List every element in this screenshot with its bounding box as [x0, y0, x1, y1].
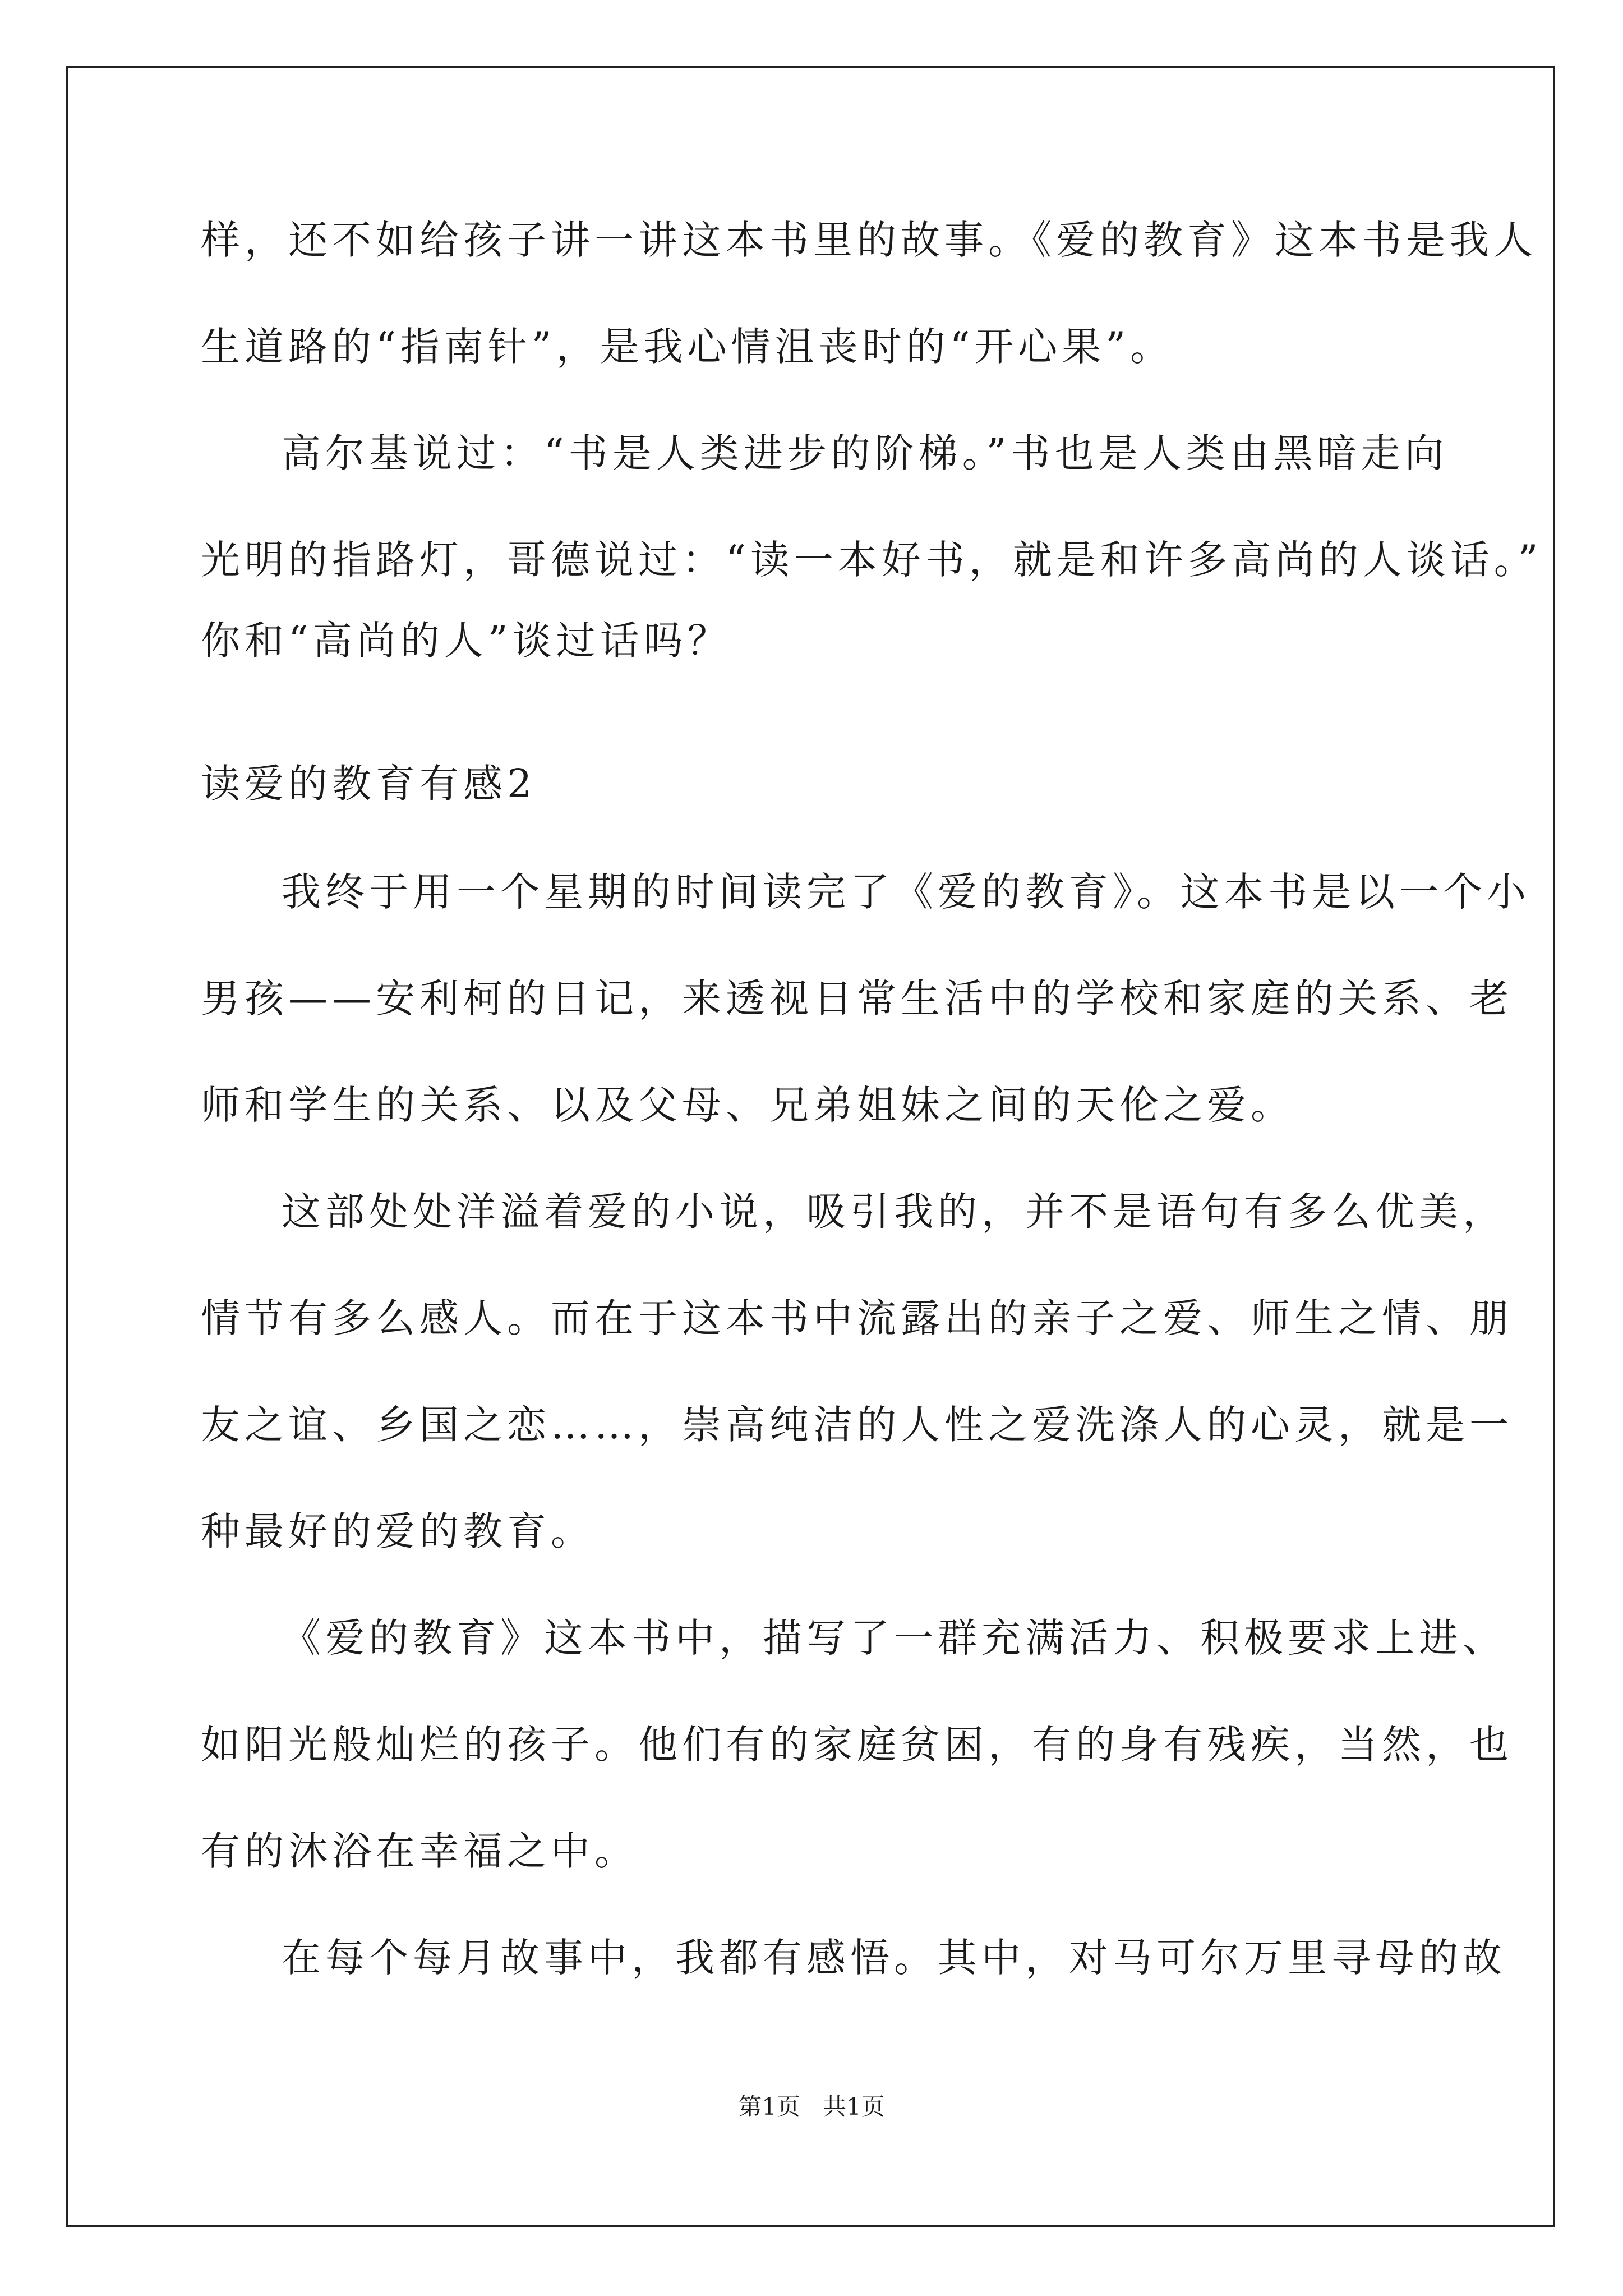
body-line: 情节有多么感人。而在于这本书中流露出的亲子之爱、师生之情、朋: [201, 1295, 1513, 1341]
page-border: [66, 66, 1555, 2227]
body-line: 高尔基说过：“书是人类进步的阶梯。”书也是人类由黑暗走向: [282, 430, 1449, 476]
body-line: 样，还不如给孩子讲一讲这本书里的故事。《爱的教育》这本书是我人: [201, 217, 1537, 263]
body-line: 我终于用一个星期的时间读完了《爱的教育》。这本书是以一个小: [282, 869, 1530, 915]
body-line: 种最好的爱的教育。: [201, 1508, 594, 1554]
body-line: 男孩——安利柯的日记，来透视日常生活中的学校和家庭的关系、老: [201, 976, 1513, 1022]
body-line: 有的沐浴在幸福之中。: [201, 1828, 638, 1874]
body-line: 光明的指路灯，哥德说过：“读一本好书，就是和许多高尚的人谈话。”: [201, 537, 1543, 583]
body-line: 友之谊、乡国之恋……，崇高纯洁的人性之爱洗涤人的心灵，就是一: [201, 1402, 1513, 1448]
body-line: 在每个每月故事中，我都有感悟。其中，对马可尔万里寻母的故: [282, 1935, 1506, 1981]
body-line: 如阳光般灿烂的孩子。他们有的家庭贫困，有的身有残疾，当然，也: [201, 1722, 1513, 1768]
body-line: 这部处处洋溢着爱的小说，吸引我的，并不是语句有多么优美，: [282, 1189, 1506, 1235]
body-line: 师和学生的关系、以及父母、兄弟姐妹之间的天伦之爱。: [201, 1082, 1294, 1128]
body-line: 生道路的“指南针”，是我心情沮丧时的“开心果”。: [201, 324, 1174, 370]
body-line: 你和“高尚的人”谈过话吗？: [201, 618, 731, 664]
page-footer: 第1页 共1页: [738, 2093, 885, 2120]
section-heading: 读爱的教育有感2: [201, 761, 537, 807]
body-line: 《爱的教育》这本书中，描写了一群充满活力、积极要求上进、: [282, 1615, 1506, 1661]
